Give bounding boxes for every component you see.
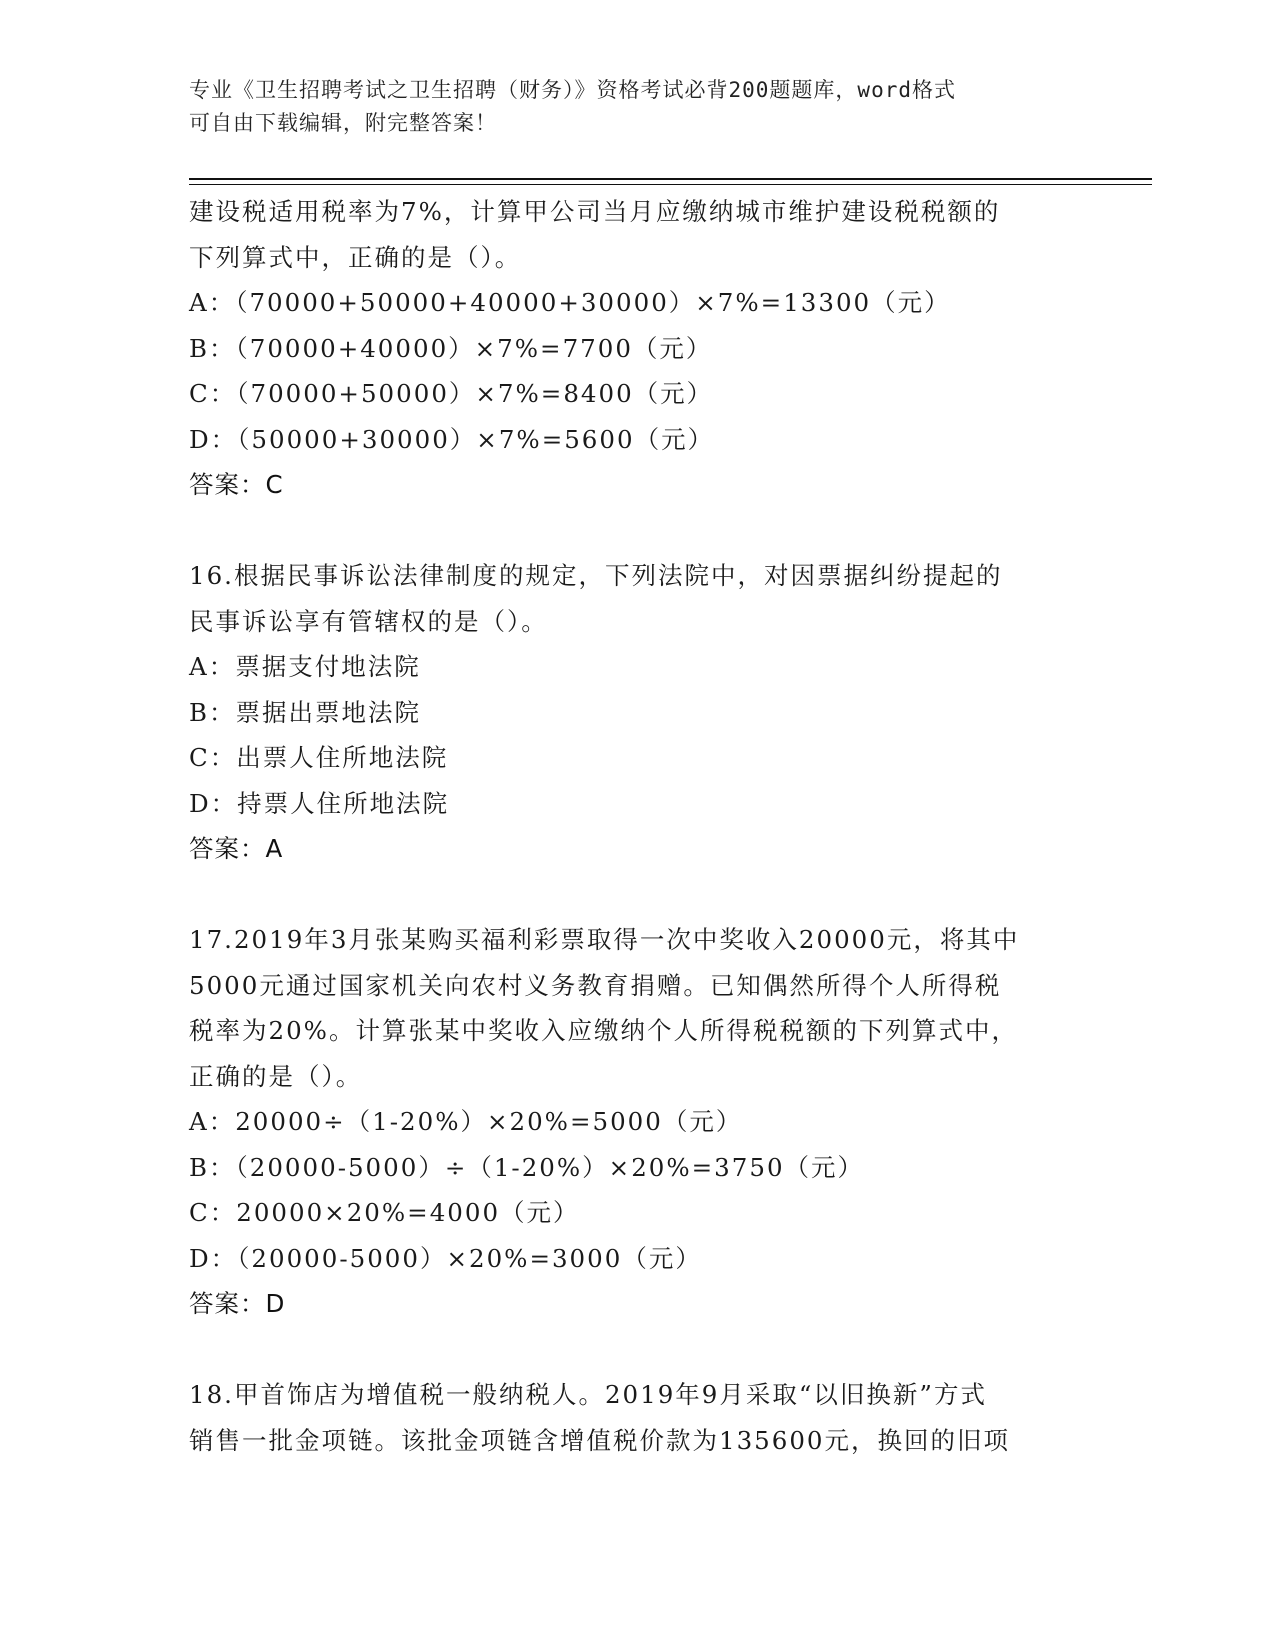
option-c: C：出票人住所地法院 [189,743,449,772]
option-a: A：（70000+50000+40000+30000）×7%=13300（元） [189,288,951,317]
header-rule-thick [189,178,1152,180]
option-c: C：（70000+50000）×7%=8400（元） [189,379,714,408]
question-stem-line: 17.2019年3月张某购买福利彩票取得一次中奖收入20000元，将其中 [189,925,1020,954]
question-16 [189,553,1089,872]
question-stem-line: 民事诉讼享有管辖权的是（）。 [189,606,548,636]
question-18 [189,1372,1089,1463]
question-spacer [189,1327,1089,1373]
question-list [189,189,1089,1463]
question-stem-line: 18.甲首饰店为增值税一般纳税人。2019年9月采取“以旧换新”方式 [189,1380,987,1409]
question-17 [189,917,1089,1327]
question-stem-line: 税率为20%。计算张某中奖收入应缴纳个人所得税税额的下列算式中， [189,1016,1018,1045]
question-spacer [189,508,1089,554]
answer-label: 答案：A [189,834,284,863]
header-line-2: 可自由下载编辑，附完整答案！ [189,111,497,135]
question-stem-line: 销售一批金项链。该批金项链含增值税价款为135600元，换回的旧项 [189,1425,1011,1455]
header-line-1: 专业《卫生招聘考试之卫生招聘（财务）》资格考试必背200题题库，word格式 [189,78,956,102]
option-d: D：持票人住所地法院 [189,788,450,818]
question-stem-line: 5000元通过国家机关向农村义务教育捐赠。已知偶然所得个人所得税 [189,970,1002,1000]
question-stem-line: 正确的是（）。 [189,1061,363,1091]
question-stem-line: 建设税适用税率为7%，计算甲公司当月应缴纳城市维护建设税税额的 [189,197,1001,226]
option-a: A：20000÷（1-20%）×20%=5000（元） [189,1107,743,1136]
option-b: B：票据出票地法院 [189,697,422,727]
header-rule-thin [189,184,1152,185]
option-d: D：（20000-5000）×20%=3000（元） [189,1243,702,1273]
option-a: A：票据支付地法院 [189,652,421,681]
option-d: D：（50000+30000）×7%=5600（元） [189,424,715,454]
question-stem-line: 16.根据民事诉讼法律制度的规定，下列法院中，对因票据纠纷提起的 [189,561,1003,590]
question-spacer [189,872,1089,918]
document-header [189,74,1069,140]
option-b: B：（70000+40000）×7%=7700（元） [189,333,713,363]
option-b: B：（20000-5000）÷（1-20%）×20%=3750（元） [189,1152,865,1182]
answer-label: 答案：C [189,470,284,499]
answer-label: 答案：D [189,1289,286,1318]
question-15 [189,189,1089,508]
option-c: C：20000×20%=4000（元） [189,1198,580,1227]
question-stem-line: 下列算式中，正确的是（）。 [189,242,522,272]
